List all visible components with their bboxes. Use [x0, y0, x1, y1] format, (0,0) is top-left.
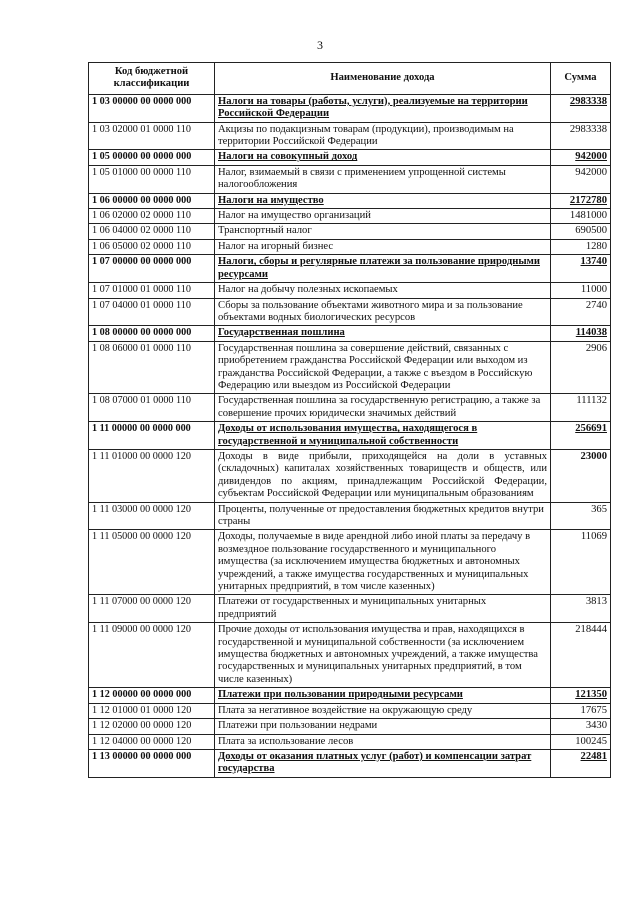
amount-cell: 2983338	[551, 94, 611, 122]
revenue-name-cell: Доходы, получаемые в виде арендной либо иной платы за передачу в возмездное пользование государственного и муниципального имущества (за исключением имущества бюджетных и автономных учреждений, а также имущества государственных и муниципальных унитарных предприятий, в том числе казенных)	[215, 530, 551, 595]
budget-code-cell: 1 08 00000 00 0000 000	[89, 326, 215, 341]
revenue-name-cell: Платежи при пользовании природными ресурсами	[215, 688, 551, 703]
revenue-name-cell: Государственная пошлина за государственную регистрацию, а также за совершение прочих юридически значимых действий	[215, 394, 551, 422]
table-row	[89, 749, 611, 777]
revenue-name-cell: Плата за негативное воздействие на окружающую среду	[215, 703, 551, 718]
amount-cell: 942000	[551, 150, 611, 165]
table-row	[89, 703, 611, 718]
amount-cell: 23000	[551, 449, 611, 502]
table-row	[89, 623, 611, 688]
table-row	[89, 719, 611, 734]
revenue-name-cell: Налог, взимаемый в связи с применением упрощенной системы налогообложения	[215, 165, 551, 193]
revenue-name-cell: Платежи при пользовании недрами	[215, 719, 551, 734]
budget-code-cell: 1 06 02000 02 0000 110	[89, 209, 215, 224]
amount-cell: 100245	[551, 734, 611, 749]
budget-code-cell: 1 11 09000 00 0000 120	[89, 623, 215, 688]
table-row	[89, 239, 611, 254]
table-row	[89, 734, 611, 749]
table-row	[89, 193, 611, 208]
budget-code-cell: 1 06 04000 02 0000 110	[89, 224, 215, 239]
budget-code-cell: 1 05 00000 00 0000 000	[89, 150, 215, 165]
revenue-name-cell: Доходы от использования имущества, находящегося в государственной и муниципальной собственности	[215, 422, 551, 450]
revenue-name-cell: Налог на добычу полезных ископаемых	[215, 283, 551, 298]
amount-cell: 111132	[551, 394, 611, 422]
budget-code-cell: 1 08 06000 01 0000 110	[89, 341, 215, 394]
budget-code-cell: 1 13 00000 00 0000 000	[89, 749, 215, 777]
header-code: Код бюджетной классификации	[89, 63, 215, 95]
amount-cell: 2172780	[551, 193, 611, 208]
budget-code-cell: 1 06 00000 00 0000 000	[89, 193, 215, 208]
table-header-row	[89, 63, 611, 95]
budget-code-cell: 1 12 00000 00 0000 000	[89, 688, 215, 703]
amount-cell: 114038	[551, 326, 611, 341]
amount-cell: 1280	[551, 239, 611, 254]
page-number: 3	[317, 38, 323, 52]
revenue-name-cell: Налоги, сборы и регулярные платежи за пользование природными ресурсами	[215, 255, 551, 283]
table-row	[89, 283, 611, 298]
revenue-name-cell: Налоги на имущество	[215, 193, 551, 208]
revenue-name-cell: Плата за использование лесов	[215, 734, 551, 749]
revenue-name-cell: Платежи от государственных и муниципальных унитарных предприятий	[215, 595, 551, 623]
revenue-name-cell: Налог на игорный бизнес	[215, 239, 551, 254]
budget-code-cell: 1 03 02000 01 0000 110	[89, 122, 215, 150]
revenue-name-cell: Государственная пошлина	[215, 326, 551, 341]
table-row	[89, 595, 611, 623]
revenue-name-cell: Акцизы по подакцизным товарам (продукции), производимым на территории Российской Федерации	[215, 122, 551, 150]
revenue-name-cell: Транспортный налог	[215, 224, 551, 239]
budget-code-cell: 1 03 00000 00 0000 000	[89, 94, 215, 122]
table-row	[89, 688, 611, 703]
amount-cell: 121350	[551, 688, 611, 703]
amount-cell: 17675	[551, 703, 611, 718]
revenue-name-cell: Доходы в виде прибыли, приходящейся на доли в уставных (складочных) капиталах хозяйственных товариществ и обществ, или дивидендов по акциям, принадлежащим Российской Федерации, субъектам Российской Федерации или муниципальным образованиям	[215, 449, 551, 502]
header-sum: Сумма	[551, 63, 611, 95]
table-row	[89, 165, 611, 193]
budget-code-cell: 1 07 04000 01 0000 110	[89, 298, 215, 326]
table-row	[89, 394, 611, 422]
amount-cell: 256691	[551, 422, 611, 450]
header-name: Наименование дохода	[215, 63, 551, 95]
revenue-table	[88, 62, 611, 778]
budget-code-cell: 1 05 01000 00 0000 110	[89, 165, 215, 193]
table-row	[89, 122, 611, 150]
table-row	[89, 150, 611, 165]
revenue-name-cell: Прочие доходы от использования имущества и прав, находящихся в государственной и муниципальной собственности (за исключением имущества бюджетных и автономных учреждений, а также имущества государственных и муниципальных унитарных предприятий, в том числе казенных)	[215, 623, 551, 688]
amount-cell: 1481000	[551, 209, 611, 224]
budget-code-cell: 1 07 00000 00 0000 000	[89, 255, 215, 283]
amount-cell: 3430	[551, 719, 611, 734]
amount-cell: 690500	[551, 224, 611, 239]
revenue-name-cell: Налоги на совокупный доход	[215, 150, 551, 165]
amount-cell: 22481	[551, 749, 611, 777]
amount-cell: 2983338	[551, 122, 611, 150]
table-row	[89, 422, 611, 450]
budget-code-cell: 1 12 04000 00 0000 120	[89, 734, 215, 749]
revenue-name-cell: Государственная пошлина за совершение действий, связанных с приобретением гражданства Российской Федерации или выходом из гражданства Российской Федерации, а также с въездом в Российскую Федерацию или выездом из Российской Федерации	[215, 341, 551, 394]
budget-code-cell: 1 08 07000 01 0000 110	[89, 394, 215, 422]
budget-code-cell: 1 12 02000 00 0000 120	[89, 719, 215, 734]
table-row	[89, 449, 611, 502]
amount-cell: 2906	[551, 341, 611, 394]
amount-cell: 13740	[551, 255, 611, 283]
revenue-name-cell: Налог на имущество организаций	[215, 209, 551, 224]
amount-cell: 218444	[551, 623, 611, 688]
table-row	[89, 530, 611, 595]
amount-cell: 11069	[551, 530, 611, 595]
budget-code-cell: 1 11 03000 00 0000 120	[89, 502, 215, 530]
revenue-name-cell: Проценты, полученные от предоставления бюджетных кредитов внутри страны	[215, 502, 551, 530]
table-row	[89, 209, 611, 224]
revenue-name-cell: Сборы за пользование объектами животного мира и за пользование объектами водных биологических ресурсов	[215, 298, 551, 326]
amount-cell: 942000	[551, 165, 611, 193]
amount-cell: 365	[551, 502, 611, 530]
budget-code-cell: 1 07 01000 01 0000 110	[89, 283, 215, 298]
amount-cell: 2740	[551, 298, 611, 326]
revenue-name-cell: Налоги на товары (работы, услуги), реализуемые на территории Российской Федерации	[215, 94, 551, 122]
budget-code-cell: 1 12 01000 01 0000 120	[89, 703, 215, 718]
revenue-name-cell: Доходы от оказания платных услуг (работ) и компенсации затрат государства	[215, 749, 551, 777]
table-row	[89, 502, 611, 530]
budget-code-cell: 1 11 01000 00 0000 120	[89, 449, 215, 502]
table-row	[89, 298, 611, 326]
table-body	[89, 94, 611, 777]
budget-code-cell: 1 11 05000 00 0000 120	[89, 530, 215, 595]
amount-cell: 3813	[551, 595, 611, 623]
budget-code-cell: 1 06 05000 02 0000 110	[89, 239, 215, 254]
table-row	[89, 255, 611, 283]
budget-code-cell: 1 11 07000 00 0000 120	[89, 595, 215, 623]
budget-code-cell: 1 11 00000 00 0000 000	[89, 422, 215, 450]
table-row	[89, 341, 611, 394]
table-row	[89, 326, 611, 341]
amount-cell: 11000	[551, 283, 611, 298]
table-row	[89, 94, 611, 122]
table-row	[89, 224, 611, 239]
